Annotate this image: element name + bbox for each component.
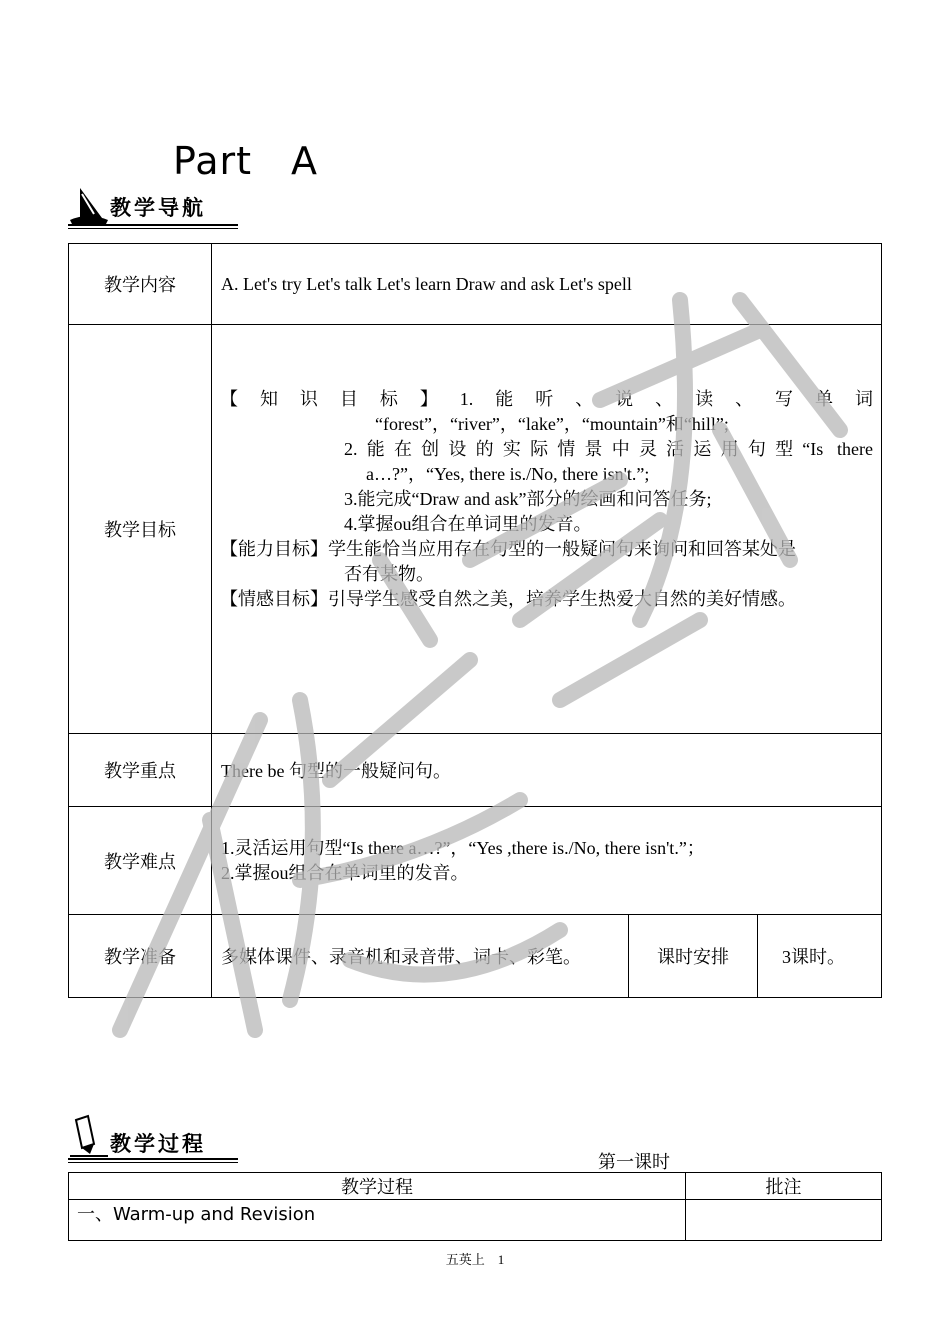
preparation-label: 教学准备: [69, 915, 212, 998]
process-header-row: [69, 1173, 882, 1200]
preparation-value: 多媒体课件、录音机和录音带、词卡、彩笔。: [212, 915, 629, 998]
process-row: [69, 1200, 882, 1241]
page-footer: 五英上 1: [445, 1252, 505, 1267]
preparation-row: [69, 915, 882, 998]
knowledge-goal-line: 【知识目标】1.能听、说、读、写单词: [220, 388, 873, 409]
knowledge-goal-item-2: 2.能在创设的实际情景中灵活运用句型“Is there: [344, 438, 873, 459]
schedule-value: 3课时。: [758, 915, 882, 998]
emotion-goal-line: 【情感目标】引导学生感受自然之美，培养学生热爱大自然的美好情感。: [220, 588, 796, 609]
banner-rule-thin: [68, 1162, 238, 1163]
ability-goal-cont: 否有某物。: [344, 563, 434, 584]
lesson-number: 第一课时: [598, 1152, 670, 1173]
content-label: 教学内容: [69, 244, 212, 325]
pencil-figure-icon: [68, 1114, 110, 1160]
knowledge-goal-item-2-cont: a…?”，“Yes, there is./No, there isn't.”;: [366, 463, 650, 484]
content-value: A. Let's try Let's talk Let's learn Draw and ask Let's spell: [212, 244, 882, 325]
teaching-navigation-banner: [68, 184, 238, 232]
ability-goal-line: 【能力目标】学生能恰当应用存在句型的一般疑问句来询问和回答某处是: [220, 538, 796, 559]
banner-rule: [68, 1158, 238, 1160]
notes-cell: [686, 1200, 882, 1241]
difficulty-row: [69, 807, 882, 915]
notes-column-header: 批注: [686, 1173, 882, 1200]
difficulty-value: [212, 807, 882, 915]
banner-rule-thin: [68, 228, 238, 229]
banner-title: 教学导航: [110, 196, 206, 220]
difficulty-label: 教学难点: [69, 807, 212, 915]
goals-label: 教学目标: [69, 325, 212, 734]
knowledge-goal-item-4: 4.掌握ou组合在单词里的发音。: [344, 513, 592, 534]
key-point-row: [69, 734, 882, 807]
process-column-header: 教学过程: [69, 1173, 686, 1200]
teaching-overview-table: [68, 243, 882, 998]
goals-row: [69, 325, 882, 734]
key-point-label: 教学重点: [69, 734, 212, 807]
banner-title: 教学过程: [110, 1132, 206, 1156]
knowledge-goal-item-3: 3.能完成“Draw and ask”部分的绘画和问答任务;: [344, 488, 712, 509]
warm-up-step: 一、Warm-up and Revision: [69, 1200, 686, 1241]
page-title: Part A: [173, 139, 319, 183]
knowledge-goal-words: “forest”，“river”，“lake”，“mountain”和“hill”;: [375, 413, 729, 434]
teaching-process-table: [68, 1172, 882, 1241]
key-point-value: There be 句型的一般疑问句。: [212, 734, 882, 807]
schedule-label: 课时安排: [629, 915, 758, 998]
difficulty-item-1: 1.灵活运用句型“Is there a…?”，“Yes ,there is./No, there isn't.”；: [221, 837, 705, 858]
difficulty-item-2: 2.掌握ou组合在单词里的发音。: [221, 862, 469, 883]
content-row: [69, 244, 882, 325]
teaching-process-banner: [68, 1114, 238, 1162]
banner-rule: [68, 224, 238, 226]
goals-value: [212, 325, 882, 734]
sailboat-icon: [68, 184, 110, 226]
